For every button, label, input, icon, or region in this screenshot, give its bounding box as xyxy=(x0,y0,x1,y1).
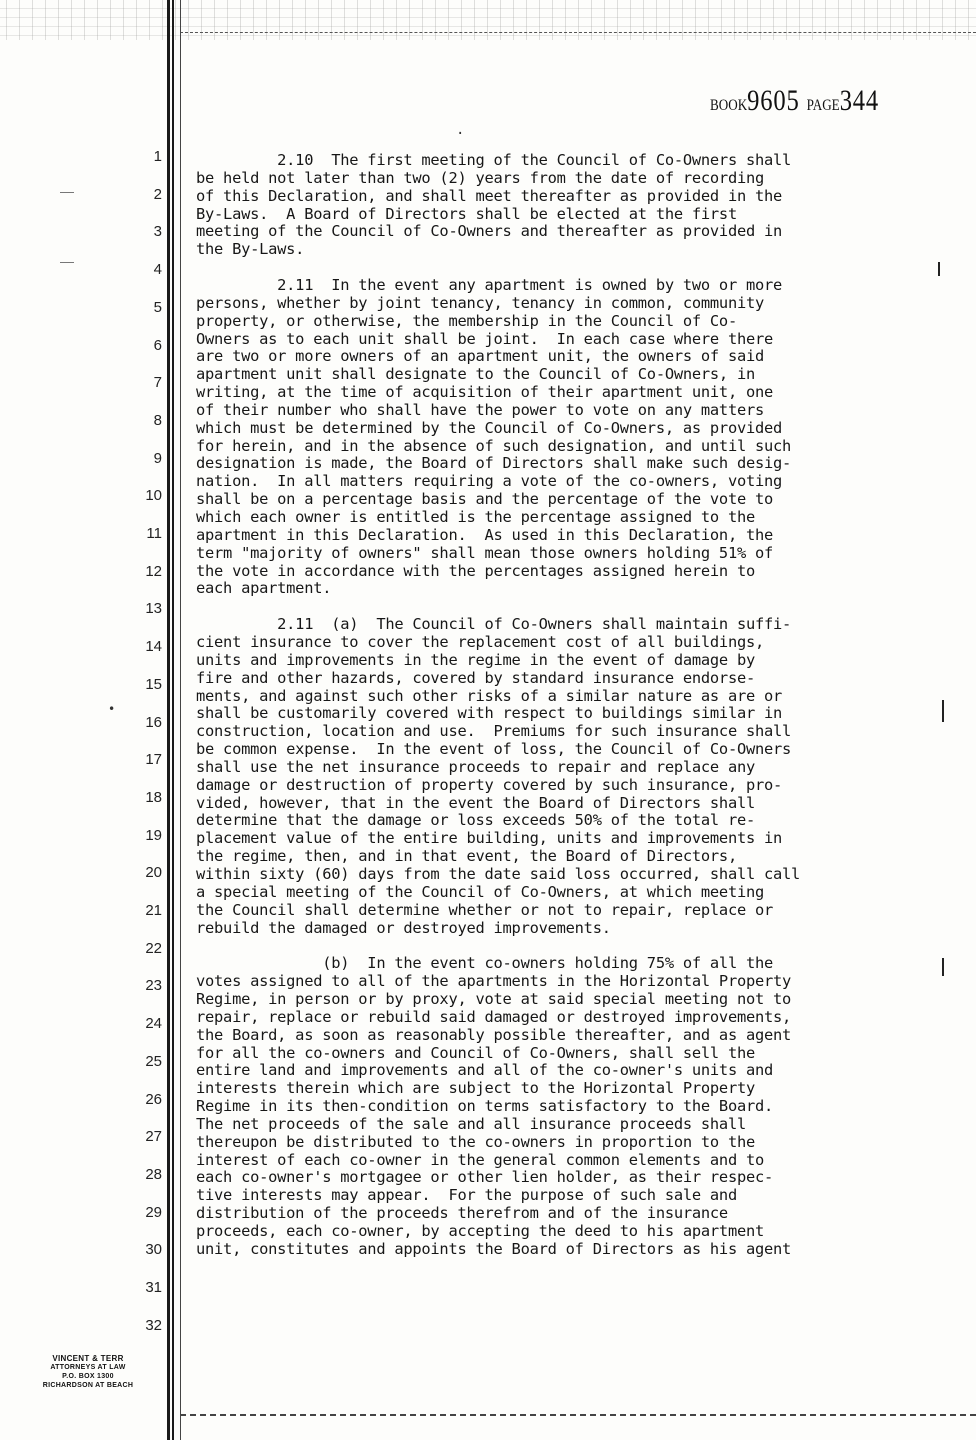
text-line: writing, at the time of acquisition of their apartment unit, one xyxy=(196,383,774,402)
text-line: which must be determined by the Council of Co-Owners, as provided xyxy=(196,418,783,437)
line-number: 15 xyxy=(145,675,162,693)
text-line: the Board, as soon as reasonably possible thereafter, and as agent xyxy=(196,1025,792,1044)
right-margin-tick xyxy=(942,700,944,722)
line-number: 16 xyxy=(145,713,162,731)
line-number: 8 xyxy=(153,411,162,429)
line-number: 5 xyxy=(153,298,162,316)
text-line: thereupon be distributed to the co-owners in proportion to the xyxy=(196,1132,755,1151)
line-number: 18 xyxy=(145,788,162,806)
text-line: vided, however, that in the event the Board of Directors shall xyxy=(196,793,755,812)
line-number: 13 xyxy=(145,600,162,618)
text-line: the regime, then, and in that event, the Board of Directors, xyxy=(196,847,737,866)
text-line: units and improvements in the regime in the event of damage by xyxy=(196,650,755,669)
text-line: interest of each co-owner in the general common elements and to xyxy=(196,1150,765,1169)
text-line: 2.10 The first meeting of the Council of Co-Owners shall xyxy=(196,151,792,169)
book-prefix: BOOK xyxy=(710,97,748,114)
text-line: unit, constitutes and appoints the Board of Directors as his agent xyxy=(196,1239,792,1258)
text-line: nation. In all matters requiring a vote of the co-owners, voting xyxy=(196,472,783,491)
text-line: votes assigned to all of the apartments in the Horizontal Property xyxy=(196,972,792,991)
text-line: the vote in accordance with the percentages assigned herein to xyxy=(196,561,755,580)
text-line: term "majority of owners" shall mean those owners holding 51% of xyxy=(196,543,774,562)
text-line: entire land and improvements and all of the co-owner's units and xyxy=(196,1061,774,1080)
scan-noise-top xyxy=(0,0,976,40)
margin-rule-thin xyxy=(180,0,181,1440)
line-number: 30 xyxy=(145,1241,162,1259)
stray-mark: . xyxy=(456,122,465,138)
text-line: fire and other hazards, covered by standard insurance endorse- xyxy=(196,668,755,687)
stamp-line: VINCENT & TERR xyxy=(52,1354,124,1363)
page-number: 344 xyxy=(839,84,880,117)
right-margin-tick xyxy=(938,262,940,276)
line-number: 23 xyxy=(145,977,162,995)
side-margin-mark: • xyxy=(108,702,116,716)
text-line: Regime, in person or by proxy, vote at said special meeting not to xyxy=(196,989,792,1008)
page-prefix: PAGE xyxy=(806,97,840,114)
scan-dashed-line-bottom xyxy=(180,1414,976,1417)
line-number: 14 xyxy=(145,638,162,656)
line-number: 11 xyxy=(146,525,162,542)
attorney-stamp xyxy=(18,1354,158,1390)
text-line: placement value of the entire building, units and improvements in xyxy=(196,829,783,848)
line-number: 3 xyxy=(153,223,162,241)
text-line: Owners as to each unit shall be joint. In each case where there xyxy=(196,329,774,348)
line-number: 31 xyxy=(145,1279,162,1296)
text-line: each co-owner's mortgagee or other lien holder, as their respec- xyxy=(196,1168,774,1187)
text-line: shall be customarily covered with respect to buildings similar in xyxy=(196,704,783,723)
line-number: 32 xyxy=(145,1316,162,1334)
line-number: 22 xyxy=(145,939,162,957)
text-line: within sixty (60) days from the date said loss occurred, shall call xyxy=(196,865,801,883)
text-line: be held not later than two (2) years from the date of recording xyxy=(196,168,765,187)
line-number: 28 xyxy=(145,1165,162,1183)
text-line: for all the co-owners and Council of Co-Owners, shall sell the xyxy=(196,1043,755,1062)
text-line: persons, whether by joint tenancy, tenancy in common, community xyxy=(196,293,765,312)
left-margin-dash xyxy=(60,262,74,263)
line-number: 17 xyxy=(145,751,162,769)
text-line: tive interests may appear. For the purpose of such sale and xyxy=(196,1186,737,1205)
text-line: meeting of the Council of Co-Owners and thereafter as provided in xyxy=(196,222,783,241)
text-line: each apartment. xyxy=(196,579,332,598)
line-number: 26 xyxy=(145,1090,162,1108)
right-margin-tick xyxy=(942,958,944,976)
line-number: 29 xyxy=(145,1203,162,1221)
text-line: The net proceeds of the sale and all insurance proceeds shall xyxy=(196,1114,746,1133)
line-number: 12 xyxy=(145,562,162,580)
text-line: apartment in this Declaration. As used in this Declaration, the xyxy=(196,525,774,544)
text-line: damage or destruction of property covered by such insurance, pro- xyxy=(196,775,783,794)
text-line: (b) In the event co-owners holding 75% of all the xyxy=(196,954,774,973)
text-line: of this Declaration, and shall meet thereafter as provided in the xyxy=(196,186,783,205)
text-line: 2.11 In the event any apartment is owned by two or more xyxy=(196,275,783,294)
stamp-line: RICHARDSON AT BEACH xyxy=(42,1382,134,1389)
text-line: Regime in its then-condition on terms satisfactory to the Board. xyxy=(196,1097,774,1116)
stamp-line: ATTORNEYS AT LAW xyxy=(50,1364,126,1371)
text-line: the Council shall determine whether or not to repair, replace or xyxy=(196,900,774,919)
line-number: 19 xyxy=(145,826,162,844)
text-line: shall use the net insurance proceeds to repair and replace any xyxy=(196,757,755,776)
text-line: designation is made, the Board of Directors shall make such desig- xyxy=(196,454,792,473)
line-number: 24 xyxy=(145,1015,162,1033)
line-number: 4 xyxy=(153,261,162,279)
text-line: of their number who shall have the power to vote on any matters xyxy=(196,400,765,419)
text-line: construction, location and use. Premiums for such insurance shall xyxy=(196,722,792,741)
text-line: for herein, and in the absence of such designation, and until such xyxy=(196,436,792,455)
line-number: 21 xyxy=(145,902,162,919)
text-line: which each owner is entitled is the percentage assigned to the xyxy=(196,508,755,526)
scan-dashed-line-top xyxy=(180,32,976,34)
line-number: 20 xyxy=(145,864,162,882)
text-line: property, or otherwise, the membership in the Council of Co- xyxy=(196,311,737,330)
text-line: By-Laws. A Board of Directors shall be elected at the first xyxy=(196,204,737,223)
text-line: cient insurance to cover the replacement cost of all buildings, xyxy=(196,632,765,651)
line-number: 7 xyxy=(153,374,162,392)
line-number: 6 xyxy=(153,336,162,354)
margin-rule-inner xyxy=(172,0,174,1440)
margin-rule-outer xyxy=(167,0,170,1440)
text-line: repair, replace or rebuild said damaged or destroyed improvements, xyxy=(196,1007,792,1026)
book-page-reference xyxy=(710,84,879,118)
line-number: 10 xyxy=(145,487,162,505)
line-number: 1 xyxy=(153,148,162,165)
line-number: 27 xyxy=(145,1128,162,1146)
text-line: apartment unit shall designate to the Council of Co-Owners, in xyxy=(196,365,755,384)
left-margin-dash xyxy=(60,192,74,193)
book-number: 9605 xyxy=(747,84,800,117)
text-line: are two or more owners of an apartment unit, the owners of said xyxy=(196,347,765,366)
line-number: 2 xyxy=(153,185,162,203)
text-line: proceeds, each co-owner, by accepting the deed to his apartment xyxy=(196,1222,765,1240)
text-line: a special meeting of the Council of Co-Owners, at which meeting xyxy=(196,882,765,901)
line-number: 25 xyxy=(145,1052,162,1070)
text-line: interests therein which are subject to the Horizontal Property xyxy=(196,1079,755,1098)
text-line: be common expense. In the event of loss, the Council of Co-Owners xyxy=(196,740,792,759)
text-line: 2.11 (a) The Council of Co-Owners shall maintain suffi- xyxy=(196,615,792,634)
stamp-line: P.O. BOX 1300 xyxy=(62,1373,114,1380)
line-number: 9 xyxy=(153,449,162,467)
text-line: the By-Laws. xyxy=(196,240,305,259)
text-line: determine that the damage or loss exceeds 50% of the total re- xyxy=(196,811,755,830)
text-line: ments, and against such other risks of a similar nature as are or xyxy=(196,686,783,705)
text-line: distribution of the proceeds therefrom and of the insurance xyxy=(196,1204,728,1223)
text-line: shall be on a percentage basis and the percentage of the vote to xyxy=(196,490,774,509)
text-line: rebuild the damaged or destroyed improvements. xyxy=(196,918,611,937)
